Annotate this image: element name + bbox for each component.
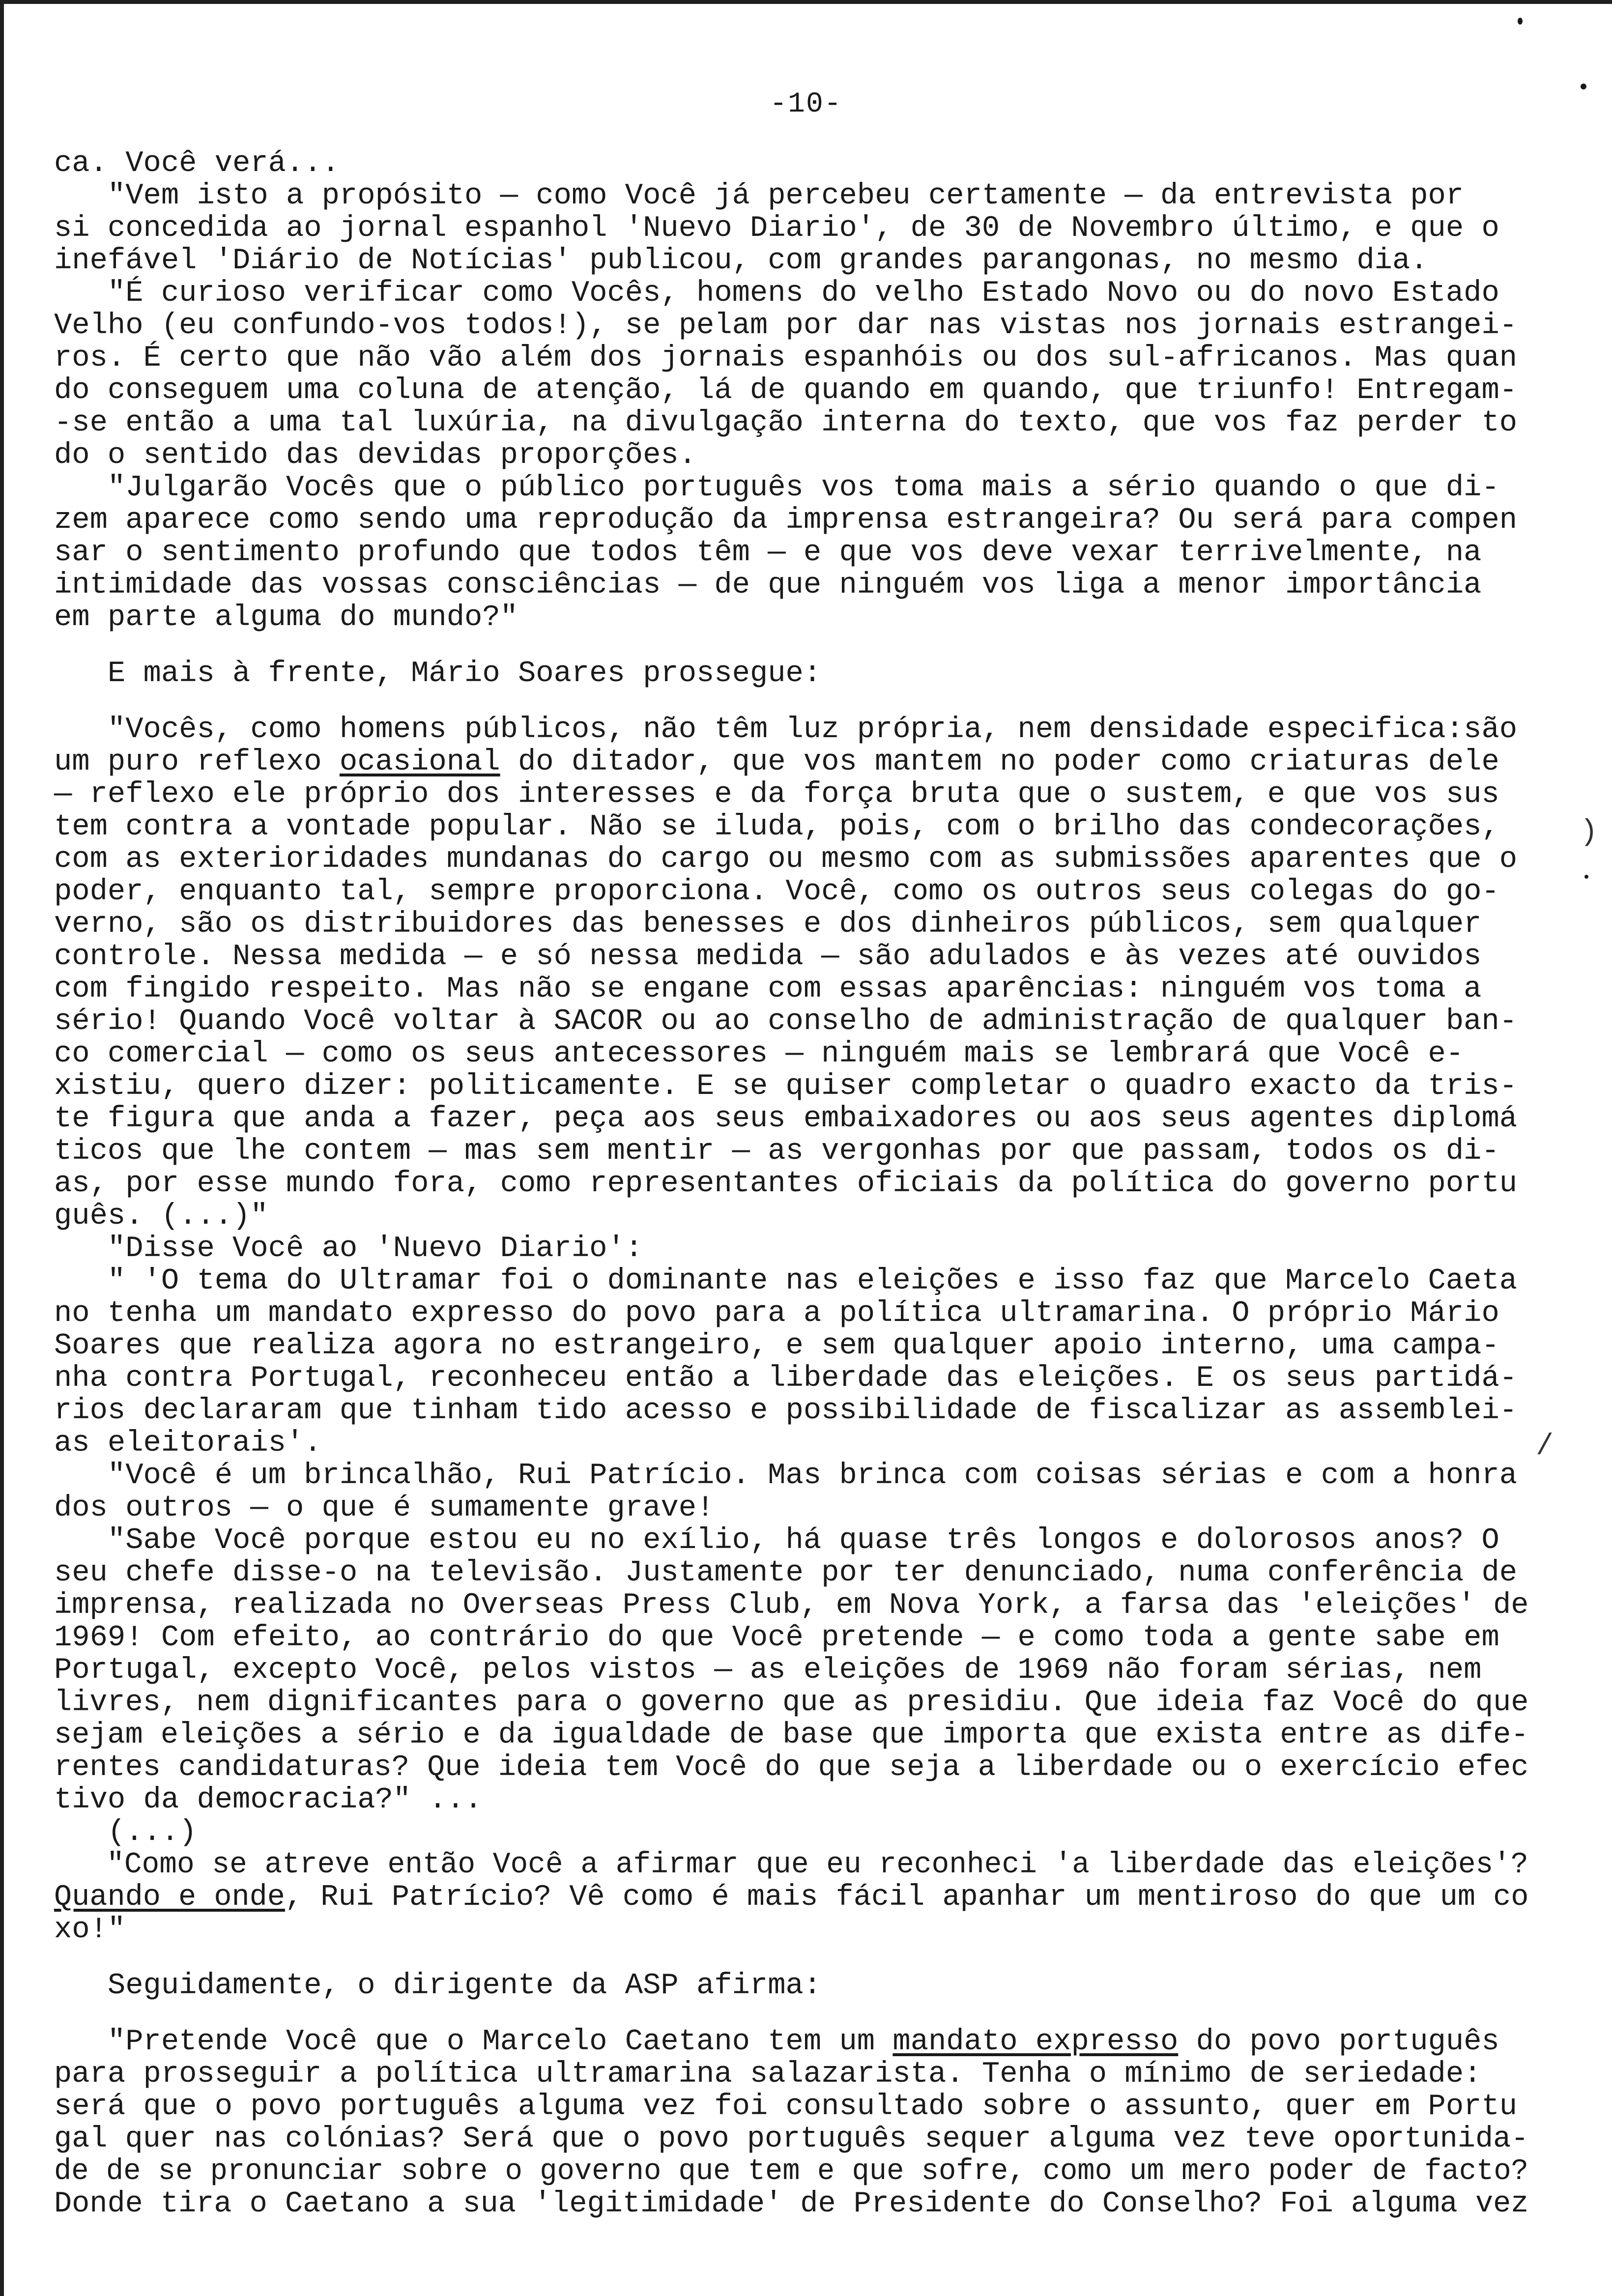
text-line: poder, enquanto tal, sempre proporciona. Você, como os outros seus colegas do go- (54, 875, 1499, 909)
page-number: -10- (770, 88, 842, 120)
underlined-phrase: ocasional (339, 746, 500, 779)
text-line: -se então a uma tal luxúria, na divulgação interna do texto, que vos faz perder to (54, 406, 1518, 440)
text-line: Seguidamente, o dirigente da ASP afirma: (54, 1969, 822, 2003)
text-line: Velho (eu confundo-vos todos!), se pelam por dar nas vistas nos jornais estrangei- (54, 309, 1518, 343)
text-line: "Como se atreve então Você a afirmar que eu reconheci 'a liberdade das eleições'? (54, 1848, 1528, 1882)
scan-speck (1581, 84, 1586, 89)
margin-bracket-mark: ) (1580, 816, 1598, 849)
text-line: rentes candidaturas? Que ideia tem Você do que seja a liberdade ou o exercício efec (54, 1751, 1529, 1784)
text-line: um puro reflexo ocasional do ditador, que vos mantem no poder como criaturas dele (54, 746, 1499, 779)
text-line: rios declararam que tinham tido acesso e possibilidade de fiscalizar as assemblei- (54, 1394, 1518, 1428)
text-line: co comercial — como os seus antecessores — ninguém mais se lembrará que Você e- (54, 1037, 1464, 1071)
text-line: zem aparece como sendo uma reprodução da imprensa estrangeira? Ou será para compen (54, 504, 1518, 537)
text-line: tem contra a vontade popular. Não se iluda, pois, com o brilho das condecorações, (54, 810, 1499, 844)
text-line: nha contra Portugal, reconheceu então a liberdade das eleições. E os seus partidá- (54, 1362, 1518, 1395)
text-line: "Julgarão Vocês que o público português vos toma mais a sério quando o que di- (54, 471, 1499, 505)
text-line: de de se pronunciar sobre o governo que tem e que sofre, como um mero poder de facto? (54, 2155, 1528, 2188)
text-line: no tenha um mandato expresso do povo para a política ultramarina. O próprio Mário (54, 1297, 1499, 1330)
scan-speck (1518, 18, 1523, 25)
text-line: sejam eleições a sério e da igualdade de base que importa que exista entre as dife- (54, 1719, 1529, 1752)
text-line: Soares que realiza agora no estrangeiro, e sem qualquer apoio interno, uma campa- (54, 1329, 1499, 1363)
text-line: controle. Nessa medida — e só nessa medida — são adulados e às vezes até ouvidos (54, 940, 1482, 974)
text-line: " 'O tema do Ultramar foi o dominante nas eleições e isso faz que Marcelo Caeta (54, 1264, 1518, 1298)
underlined-phrase: Quando e onde (54, 1881, 285, 1914)
text-line: intimidade das vossas consciências — de que ninguém vos liga a menor importância (54, 569, 1482, 602)
text-line: com as exterioridades mundanas do cargo ou mesmo com as submissões aparentes que o (54, 843, 1518, 876)
text-line: as eleitorais'. (54, 1427, 322, 1460)
text-line: seu chefe disse-o na televisão. Justamente por ter denunciado, numa conferência de (54, 1556, 1518, 1590)
text-line: te figura que anda a fazer, peça aos seus embaixadores ou aos seus agentes diplomá (54, 1102, 1518, 1136)
scan-speck (1584, 875, 1588, 879)
text-line: — reflexo ele próprio dos interesses e da força bruta que o sustem, e que vos sus (54, 778, 1499, 811)
text-line: ca. Você verá... (54, 147, 340, 180)
underlined-phrase: mandato expresso (892, 2025, 1179, 2059)
text-line: Portugal, excepto Você, pelos vistos — as eleições de 1969 não foram sérias, nem (54, 1654, 1482, 1687)
text-line: "Disse Você ao 'Nuevo Diario': (54, 1232, 643, 1265)
text-line: ticos que lhe contem — mas sem mentir — as vergonhas por que passam, todos os di- (54, 1135, 1499, 1168)
text-line: xo!" (54, 1913, 126, 1947)
text-line: será que o povo português alguma vez foi consultado sobre o assunto, quer em Portu (54, 2090, 1518, 2124)
text-line: "Pretende Você que o Marcelo Caetano tem um mandato expresso do povo português (54, 2025, 1499, 2059)
paragraph-gap (54, 1946, 1528, 1970)
text-line: tivo da democracia?" ... (54, 1783, 483, 1817)
text-line: imprensa, realizada no Overseas Press Club, em Nova York, a farsa das 'eleições' de (54, 1589, 1529, 1622)
paragraph-gap (54, 634, 1528, 658)
text-line: livres, nem dignificantes para o governo que as presidiu. Que ideia faz Você do que (54, 1686, 1529, 1720)
margin-pencil-mark: / (1536, 1430, 1554, 1464)
text-line: (...) (54, 1816, 197, 1849)
text-line: gal quer nas colónias? Será que o povo português sequer alguma vez teve oportunida- (54, 2123, 1529, 2156)
text-line: para prosseguir a política ultramarina salazarista. Tenha o mínimo de seriedade: (54, 2058, 1482, 2091)
text-line: E mais à frente, Mário Soares prossegue: (54, 657, 822, 690)
text-line: "Vocês, como homens públicos, não têm luz própria, nem densidade especifica:são (54, 713, 1518, 746)
text-line: "É curioso verificar como Vocês, homens do velho Estado Novo ou do novo Estado (54, 277, 1499, 310)
text-line: em parte alguma do mundo?" (54, 601, 518, 634)
text-line: sar o sentimento profundo que todos têm — e que vos deve vexar terrivelmente, na (54, 536, 1482, 570)
text-line: "Vem isto a propósito — como Você já percebeu certamente — da entrevista por (54, 179, 1464, 213)
text-line: do o sentido das devidas proporções. (54, 439, 697, 472)
text-line: com fingido respeito. Mas não se engane com essas aparências: ninguém vos toma a (54, 973, 1482, 1006)
text-line: sério! Quando Você voltar à SACOR ou ao conselho de administração de qualquer ban- (54, 1005, 1518, 1038)
paragraph-gap (54, 690, 1528, 714)
text-line: do conseguem uma coluna de atenção, lá de quando em quando, que triunfo! Entregam- (54, 374, 1518, 407)
text-line: ros. É certo que não vão além dos jornais espanhóis ou dos sul-africanos. Mas quan (54, 342, 1518, 375)
page-top-edge (0, 0, 1612, 4)
text-line: "Você é um brincalhão, Rui Patrício. Mas brinca com coisas sérias e com a honra (54, 1459, 1518, 1492)
document-body (54, 147, 1528, 2220)
page-left-edge (0, 0, 4, 2296)
text-line: guês. (...)" (54, 1200, 268, 1233)
text-line: as, por esse mundo fora, como representantes oficiais da política do governo portu (54, 1167, 1518, 1201)
text-line: 1969! Com efeito, ao contrário do que Você pretende — e como toda a gente sabe em (54, 1621, 1499, 1655)
paragraph-gap (54, 2002, 1528, 2026)
text-line: xistiu, quero dizer: politicamente. E se quiser completar o quadro exacto da tris- (54, 1070, 1518, 1103)
text-line: verno, são os distribuidores das benesses e dos dinheiros públicos, sem qualquer (54, 908, 1482, 941)
text-line: Quando e onde, Rui Patrício? Vê como é mais fácil apanhar um mentiroso do que um co (54, 1881, 1529, 1914)
text-line: Donde tira o Caetano a sua 'legitimidade' de Presidente do Conselho? Foi alguma vez (54, 2187, 1529, 2221)
text-line: dos outros — o que é sumamente grave! (54, 1492, 715, 1525)
text-line: inefável 'Diário de Notícias' publicou, com grandes parangonas, no mesmo dia. (54, 244, 1428, 278)
text-line: si concedida ao jornal espanhol 'Nuevo Diario', de 30 de Novembro último, e que o (54, 212, 1499, 245)
text-line: "Sabe Você porque estou eu no exílio, há quase três longos e dolorosos anos? O (54, 1524, 1499, 1557)
